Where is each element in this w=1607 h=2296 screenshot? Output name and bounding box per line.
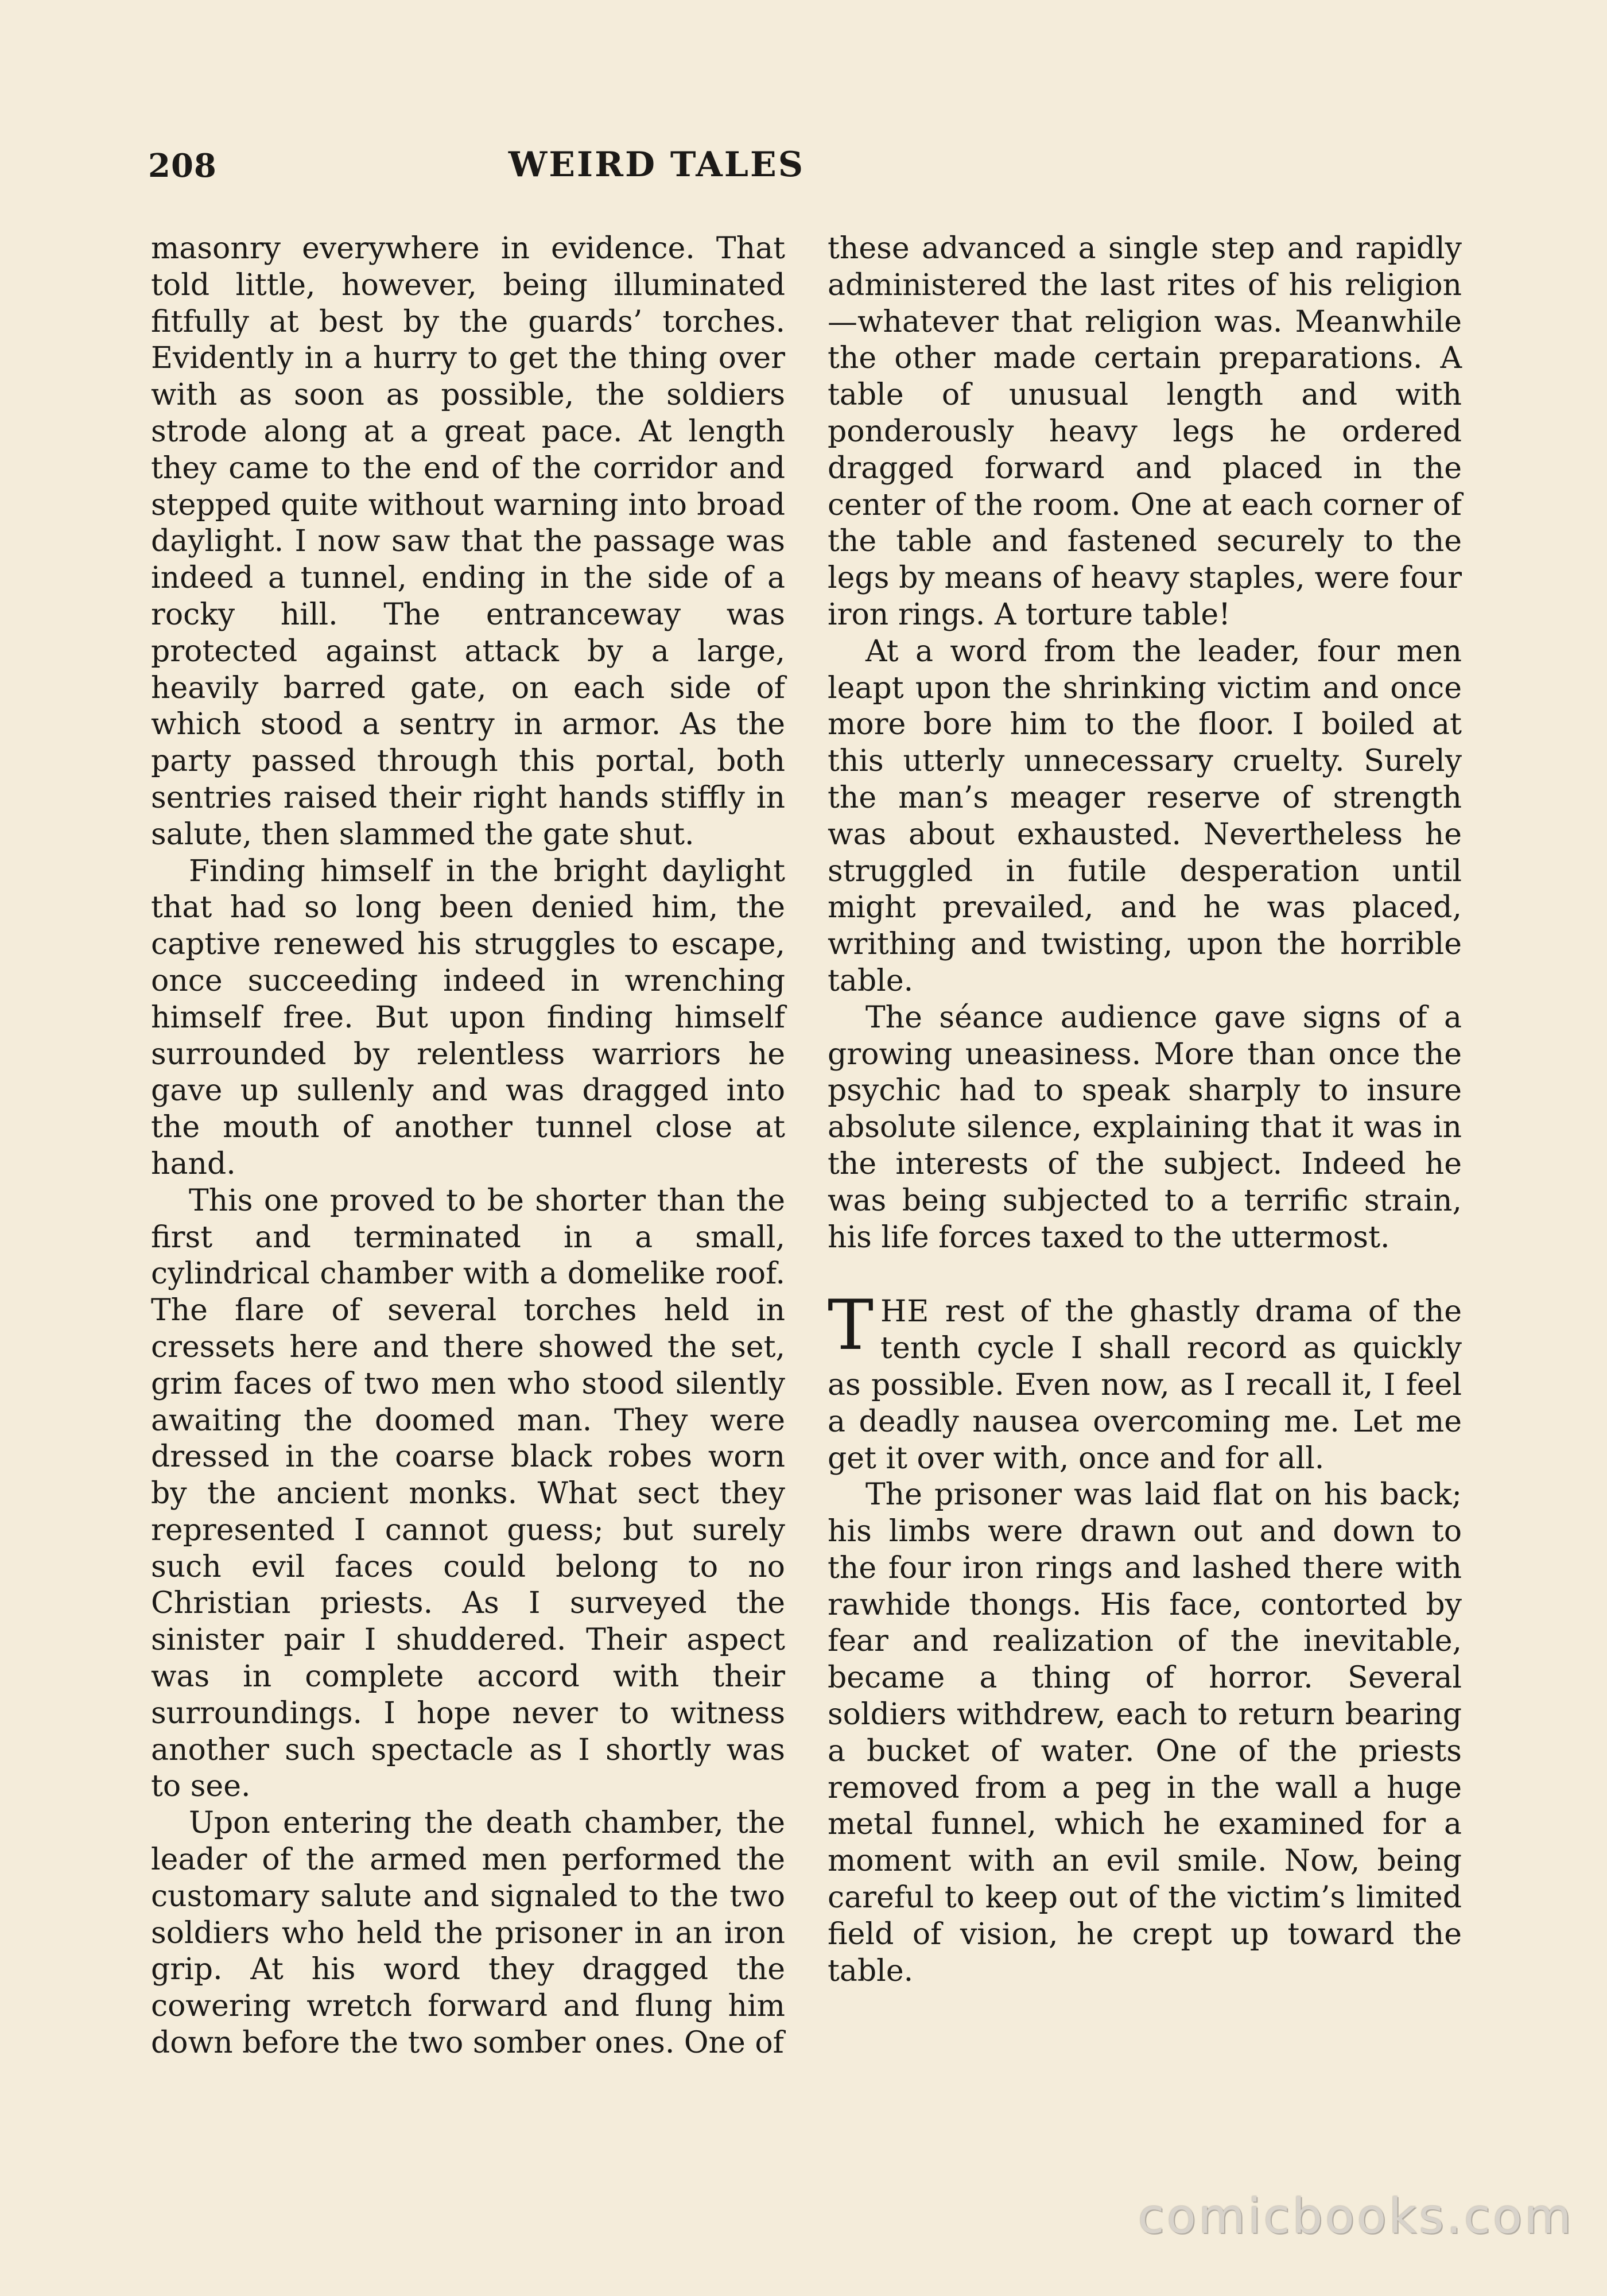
paragraph: The séance audience gave signs of a growing uneasiness. More than once the psychic had to speak sharply to insure absolute silence, explaining that it was in the interests of the subject. Indeed he was being subjected to a terrific strain, his life forces taxed to the uttermost. xyxy=(828,1000,1462,1255)
paragraph: Upon entering the death chamber, the leader of the armed men performed the customary salute and signaled to the two soldiers who held the prisoner in an iron grip. At his word they dragged the cowering wretch forward and flung him down before the two somber ones. One of xyxy=(151,1806,785,2061)
paragraph: The prisoner was laid flat on his back; his limbs were drawn out and down to the four iron rings and lashed there with rawhide thongs. His face, contorted by fear and realization of the inevitable, became a thing of horror. Several soldiers withdrew, each to return bearing a bucket of water. One of the priests removed from a peg in the wall a huge metal funnel, which he examined for a moment with an evil smile. Now, being careful to keep out of the victim’s limited field of vision, he crept up toward the table. xyxy=(828,1477,1462,1988)
right-column xyxy=(828,231,1462,1989)
section-break xyxy=(828,1256,1462,1294)
section-opening-paragraph xyxy=(828,1286,1462,1477)
paragraph: masonry everywhere in evidence. That told little, however, being illuminated fitfully at best by the guards’ torches. Evidently in a hurry to get the thing over with as soon as possible, the soldiers strode along at a great pace. At length they came to the end of the corridor and stepped quite without warning into broad daylight. I now saw that the passage was indeed a tunnel, ending in the side of a rocky hill. The entranceway was protected against attack by a large, heavily barred gate, on each side of which stood a sentry in armor. As the party passed through this portal, both sentries raised their right hands stiffly in salute, then slammed the gate shut. xyxy=(151,231,785,852)
page-number: 208 xyxy=(148,147,217,185)
paragraph: these advanced a single step and rapidly administered the last rites of his religion—whatever that religion was. Meanwhile the other made certain preparations. A table of unusual length and with ponderously heavy legs he ordered dragged forward and placed in the center of the room. One at each corner of the table and fastened securely to the legs by means of heavy staples, were four iron rings. A torture table! xyxy=(828,231,1462,632)
page-header xyxy=(148,137,958,200)
lead-caps: HE xyxy=(880,1294,930,1329)
paragraph: This one proved to be shorter than the first and terminated in a small, cylindrical chamber with a domelike roof. The flare of several torches held in cressets here and there showed the set, grim faces of two men who stood silently awaiting the doomed man. They were dressed in the coarse black robes worn by the ancient monks. What sect they represented I cannot guess; but surely such evil faces could belong to no Christian priests. As I surveyed the sinister pair I shuddered. Their aspect was in complete accord with their surroundings. I hope never to witness another such spectacle as I shortly was to see. xyxy=(151,1183,785,1804)
watermark: comicbooks.com xyxy=(1138,2188,1574,2244)
paragraph: At a word from the leader, four men leapt upon the shrinking victim and once more bore him to the floor. I boiled at this utterly unnecessary cruelty. Surely the man’s meager reserve of strength was about exhausted. Nevertheless he struggled in futile desperation until might prevailed, and he was placed, writhing and twisting, upon the horrible table. xyxy=(828,634,1462,998)
paragraph: Finding himself in the bright daylight that had so long been denied him, the captive renewed his struggles to escape, once succeeding indeed in wrenching himself free. But upon finding himself surrounded by relentless warriors he gave up sullenly and was dragged into the mouth of another tunnel close at hand. xyxy=(151,854,785,1181)
running-title: WEIRD TALES xyxy=(508,145,805,185)
paragraph-text: rest of the ghastly drama of the tenth cycle I shall record as quickly as possible. Even now, as I recall it, I feel a deadly nausea overcoming me. Let me get it over with, once and for all. xyxy=(828,1294,1462,1476)
drop-cap: T xyxy=(828,1286,874,1366)
left-column xyxy=(151,231,785,2062)
